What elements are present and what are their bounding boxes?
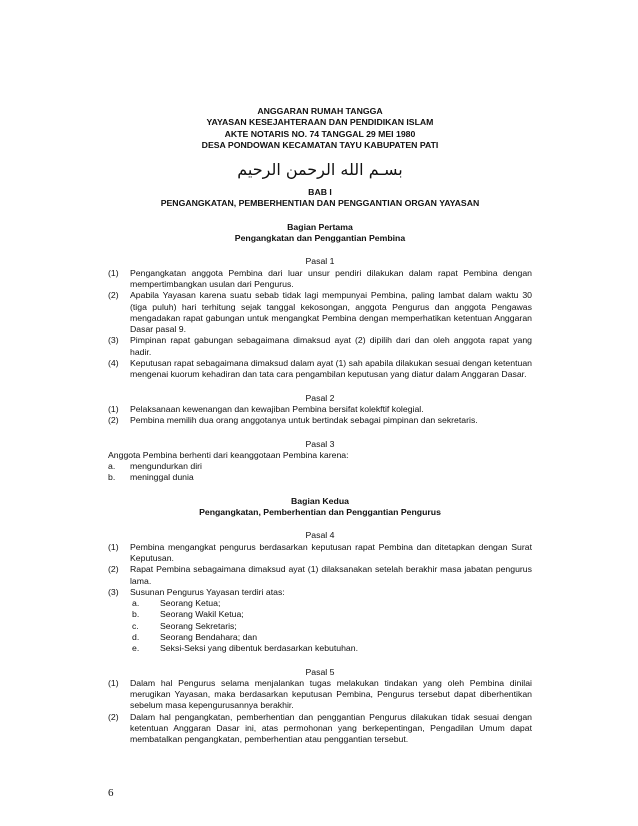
header-foundation-name: YAYASAN KESEJAHTERAAN DAN PENDIDIKAN ISLAM bbox=[206, 117, 434, 128]
header-title: ANGGARAN RUMAH TANGGA bbox=[257, 106, 383, 116]
pasal-5-list bbox=[108, 678, 532, 746]
list-item: (2) Pembina memilih dua orang anggotanya untuk bertindak sebagai pimpinan dan sekretaris. bbox=[108, 415, 478, 426]
list-item: a. mengundurkan diri bbox=[108, 461, 202, 472]
list-item: (1) Pengangkatan anggota Pembina dari luar unsur pendiri dilakukan dalam rapat Pembina dengan mempertimbangkan usulan dari Pengurus. bbox=[108, 267, 532, 289]
basmalah: بسـم الله الرحمن الرحيم bbox=[237, 160, 403, 180]
sub-list-item: a. Seorang Ketua; bbox=[132, 598, 221, 609]
list-item: (2) Rapat Pembina sebagaimana dimaksud ayat (1) dilaksanakan setelah berakhir masa jabatan pengurus lama. bbox=[108, 564, 532, 586]
list-item: (1) Dalam hal Pengurus selama menjalankan tugas melakukan tindakan yang oleh Pembina dinilai merugikan Yayasan, maka berdasarkan keputusan Pembina, Pengurus tersebut dapat diberhentikan sebelum masa kepengurusannya berakhir. bbox=[108, 677, 532, 711]
header-location: DESA PONDOWAN KECAMATAN TAYU KABUPATEN PATI bbox=[201, 139, 439, 150]
pasal-2-title: Pasal 2 bbox=[305, 392, 335, 403]
list-item: (3) Pimpinan rapat gabungan sebagaimana dimaksud ayat (2) dipilih dari dan oleh anggota rapat yang hadir. bbox=[108, 335, 532, 357]
bagian-kedua-label: Bagian Kedua bbox=[291, 495, 349, 506]
pasal-3-title: Pasal 3 bbox=[305, 438, 335, 449]
bagian-pertama-label: Bagian Pertama bbox=[287, 221, 353, 232]
document-header bbox=[108, 106, 532, 151]
header-notary-deed: AKTE NOTARIS NO. 74 TANGGAL 29 MEI 1980 bbox=[224, 128, 416, 139]
pasal-3-intro: Anggota Pembina berhenti dari keanggotaan Pembina karena: bbox=[108, 449, 349, 460]
sub-list-item: b. Seorang Wakil Ketua; bbox=[132, 609, 244, 620]
bagian-pertama-title: Pengangkatan dan Penggantian Pembina bbox=[234, 233, 406, 244]
pasal-1-title: Pasal 1 bbox=[305, 256, 335, 267]
list-item: (1) Pembina mengangkat pengurus berdasarkan keputusan rapat Pembina dan ditetapkan dengan Surat Keputusan. bbox=[108, 541, 532, 563]
bab-number: BAB I bbox=[308, 187, 332, 198]
pasal-1-list bbox=[108, 268, 532, 381]
list-item: (2) Apabila Yayasan karena suatu sebab tidak lagi mempunyai Pembina, paling lambat dalam waktu 30 (tiga puluh) hari terhitung sejak tanggal kekosongan, anggota Pengurus dan anggota Pengawas mengadakan rapat gabungan untuk mengangkat Pembina dengan memperhatikan ketentuan Anggaran Dasar pasal 9. bbox=[108, 290, 532, 335]
document-content bbox=[108, 106, 532, 746]
sub-list-item: e. Seksi-Seksi yang dibentuk berdasarkan kebutuhan. bbox=[132, 643, 359, 654]
list-item: b. meninggal dunia bbox=[108, 472, 194, 483]
pasal-4-title: Pasal 4 bbox=[305, 530, 335, 541]
pasal-5-title: Pasal 5 bbox=[305, 666, 335, 677]
list-item: (1) Pelaksanaan kewenangan dan kewajiban Pembina bersifat kolekftif kolegial. bbox=[108, 403, 424, 414]
sub-list-item: c. Seorang Sekretaris; bbox=[132, 620, 237, 631]
list-item: (4) Keputusan rapat sebagaimana dimaksud dalam ayat (1) sah apabila dilakukan sesuai dengan ketentuan mengenai kuorum kehadiran dan tata cara pengambilan keputusan yang diatur dalam Anggaran Dasar. bbox=[108, 358, 532, 380]
pasal-2-list bbox=[108, 404, 532, 427]
list-item: (3) Susunan Pengurus Yayasan terdiri atas: bbox=[108, 586, 285, 597]
pasal-4-list bbox=[108, 542, 532, 655]
page-number: 6 bbox=[108, 787, 114, 799]
sub-list-item: d. Seorang Bendahara; dan bbox=[132, 631, 258, 642]
list-item: (2) Dalam hal pengangkatan, pemberhentian dan penggantian Pengurus dilakukan tidak sesuai dengan ketentuan Anggaran Dasar ini, atas permohonan yang berkepentingan, Pengadilan Umum dapat membatalkan pengangkatan, pemberhentian atau penggantian tersebut. bbox=[108, 711, 532, 745]
bab-title: PENGANGKATAN, PEMBERHENTIAN DAN PENGGANTIAN ORGAN YAYASAN bbox=[160, 198, 480, 209]
bagian-kedua-title: Pengangkatan, Pemberhentian dan Penggantian Pengurus bbox=[199, 507, 441, 518]
